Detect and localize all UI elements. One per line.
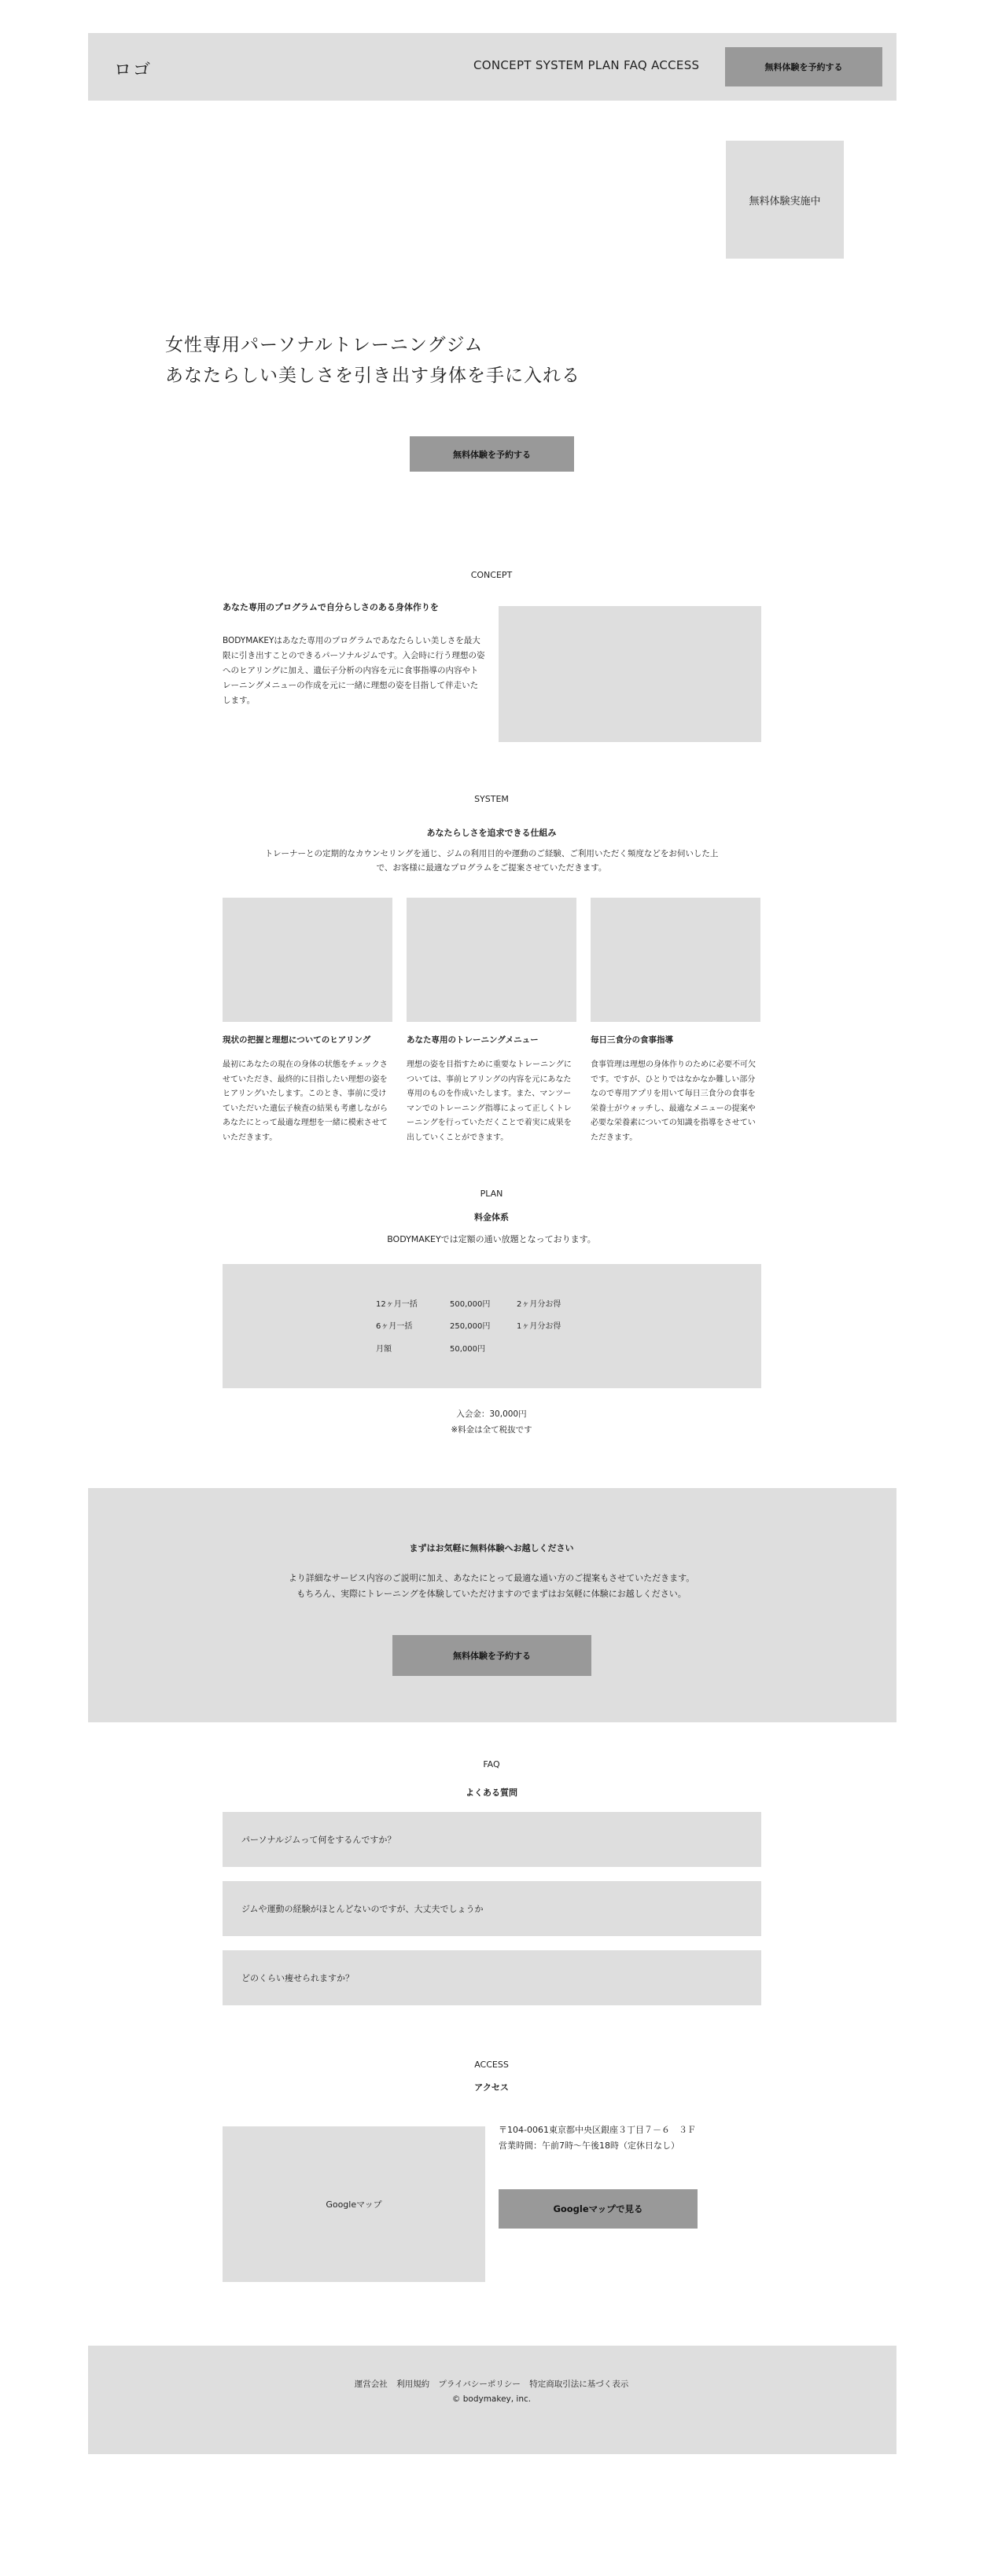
cta-section <box>88 1488 896 1722</box>
footer-link-tokushoho[interactable]: 特定商取引法に基づく表示 <box>529 2379 629 2389</box>
cta-title: まずはお気軽に無料体験へお越しください <box>409 1543 574 1553</box>
hero-title-line1: 女性専用パーソナルトレーニングジム <box>165 335 484 355</box>
system-image-2 <box>407 898 576 1022</box>
nav-concept[interactable]: CONCEPT <box>473 58 532 72</box>
system-item-text-2: 理想の姿を目指すために重要なトレーニングについては、事前ヒアリングの内容を元にあなた専用のものを作成いたします。また、マンツーマンでのトレーニング指導によって正しくトレーニングを行っていただくことで着実に成果を出していくことができます。 <box>407 1060 572 1142</box>
system-section-label: SYSTEM <box>474 794 509 804</box>
system-image-1 <box>223 898 392 1022</box>
plan-row-2-note: 1ヶ月分お得 <box>517 1322 561 1331</box>
google-map[interactable]: Googleマップ <box>223 2126 485 2282</box>
free-trial-badge: 無料体験実施中 <box>726 141 844 259</box>
nav-access[interactable]: ACCESS <box>651 58 700 72</box>
access-subtitle: アクセス <box>474 2082 509 2093</box>
plan-notes <box>0 1406 983 1438</box>
hero-title <box>165 330 580 391</box>
main-nav <box>473 58 699 72</box>
header-reserve-button[interactable]: 無料体験を予約する <box>725 47 882 86</box>
nav-system[interactable]: SYSTEM <box>535 58 584 72</box>
system-item-title-3: 毎日三食分の食事指導 <box>591 1035 673 1045</box>
entry-fee: 入会金：30,000円 <box>456 1409 527 1419</box>
concept-heading: あなた専用のプログラムで自分らしさのある身体作りを <box>223 602 439 612</box>
system-item-text-1: 最初にあなたの現在の身体の状態をチェックさせていただき、最終的に目指したい理想の姿をヒアリングいたします。このとき、事前に受けていただいた遺伝子検査の結果も考慮しながらあなたにとって最適な理想を一緒に模索させていただきます。 <box>223 1060 388 1142</box>
footer-link-privacy[interactable]: プライバシーポリシー <box>438 2379 521 2389</box>
hero-title-line2: あなたらしい美しさを引き出す身体を手に入れる <box>165 366 580 386</box>
system-item-title-2: あなた専用のトレーニングメニュー <box>407 1035 539 1045</box>
footer-links <box>0 2378 983 2390</box>
plan-row-1-term: 12ヶ月一括 <box>376 1300 418 1309</box>
plan-row-2-term: 6ヶ月一括 <box>376 1322 413 1331</box>
address-text: 〒104-0061東京都中央区銀座３丁目７－６ ３Ｆ <box>499 2125 696 2135</box>
system-image-3 <box>591 898 760 1022</box>
plan-section-label: PLAN <box>480 1189 503 1199</box>
system-description: トレーナーとの定期的なカウンセリングを通じ、ジムの利用目的や運動のご経験、ご利用いただく頻度などをお伺いした上で、お客様に最適なプログラムをご提案させていただきます。 <box>264 849 719 873</box>
nav-plan[interactable]: PLAN <box>587 58 620 72</box>
nav-faq[interactable]: FAQ <box>624 58 647 72</box>
business-hours: 営業時間：午前7時〜午後18時（定休日なし） <box>499 2141 679 2151</box>
faq-subtitle: よくある質問 <box>466 1788 517 1798</box>
tax-note: ※料金は全て税抜です <box>451 1425 532 1435</box>
system-subtitle: あなたらしさを追求できる仕組み <box>426 828 557 838</box>
concept-text: BODYMAKEYはあなた専用のプログラムであなたらしい美しさを最大限に引き出すことのできるパーソナルジムです。入会時に行う理想の姿へのヒアリングに加え、遺伝子分析の内容を元に食事指導の内容やトレーニングメニューの作成を元に一緒に理想の姿を目指して伴走いたします。 <box>223 636 485 705</box>
concept-section-label: CONCEPT <box>470 570 513 580</box>
copyright: © bodymakey, inc. <box>451 2394 532 2404</box>
hero-reserve-button[interactable]: 無料体験を予約する <box>410 436 574 472</box>
plan-price-table <box>223 1264 761 1388</box>
footer-link-terms[interactable]: 利用規約 <box>396 2379 430 2389</box>
cta-text-line2: もちろん、実際にトレーニングを体験していただけますのでまずはお気軽に体験にお越しください。 <box>296 1589 687 1599</box>
access-section-label: ACCESS <box>474 2060 509 2070</box>
open-google-map-button[interactable]: Googleマップで見る <box>499 2189 698 2229</box>
plan-row-1-price: 500,000円 <box>450 1300 491 1309</box>
plan-row-3-term: 月額 <box>376 1345 392 1354</box>
plan-row-3-price: 50,000円 <box>450 1345 485 1354</box>
cta-text <box>0 1571 983 1602</box>
faq-item-2[interactable]: ジムや運動の経験がほとんどないのですが、大丈夫でしょうか <box>223 1881 761 1936</box>
system-item-title-1: 現状の把握と理想についてのヒアリング <box>223 1035 371 1045</box>
faq-item-1[interactable]: パーソナルジムって何をするんですか？ <box>223 1812 761 1867</box>
cta-reserve-button[interactable]: 無料体験を予約する <box>392 1635 591 1676</box>
cta-text-line1: より詳細なサービス内容のご説明に加え、あなたにとって最適な通い方のご提案もさせていただきます。 <box>288 1573 695 1583</box>
concept-image <box>499 606 761 742</box>
plan-description: BODYMAKEYでは定額の通い放題となっております。 <box>387 1234 596 1244</box>
faq-section-label: FAQ <box>483 1759 500 1769</box>
faq-item-3[interactable]: どのくらい痩せられますか？ <box>223 1950 761 2005</box>
logo[interactable]: ロゴ <box>114 61 153 80</box>
plan-row-2-price: 250,000円 <box>450 1322 491 1331</box>
footer-link-company[interactable]: 運営会社 <box>354 2379 388 2389</box>
system-item-text-3: 食事管理は理想の身体作りのために必要不可欠です。ですが、ひとりではなかなか難しい部分なので専用アプリを用いて毎日三食分の食事を栄養士がウォッチし、最適なメニューの提案や必要な栄養素についての知識を指導をさせていただきます。 <box>591 1060 756 1142</box>
address-block <box>499 2122 696 2154</box>
plan-row-1-note: 2ヶ月分お得 <box>517 1300 561 1309</box>
plan-subtitle: 料金体系 <box>474 1212 509 1222</box>
